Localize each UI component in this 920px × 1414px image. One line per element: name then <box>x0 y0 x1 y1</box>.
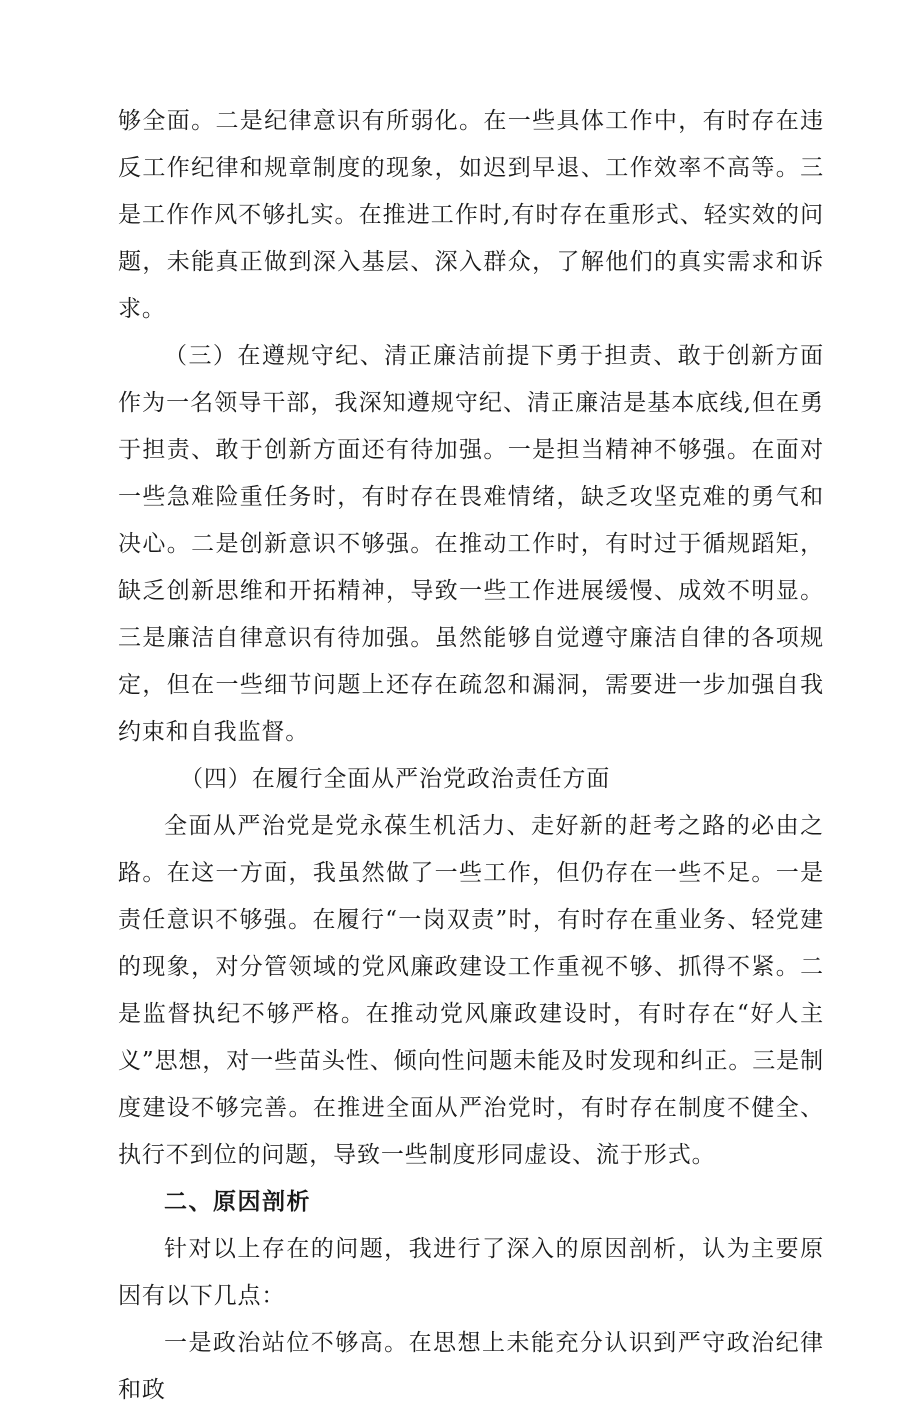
paragraph-cause-one: 一是政治站位不够高。在思想上未能充分认识到严守政治纪律和政 <box>118 1330 824 1403</box>
paragraph-continuation: 够全面。二是纪律意识有所弱化。在一些具体工作中，有时存在违反工作纪律和规章制度的现象，如迟到早退、工作效率不高等。三是工作作风不够扎实。在推进工作时,有时存在重形式、轻实效的问题，未能真正做到深入基层、深入群众，了解他们的真实需求和诉求。 <box>118 108 824 322</box>
paragraph-cause-intro: 针对以上存在的问题，我进行了深入的原因剖析，认为主要原因有以下几点： <box>118 1236 824 1309</box>
document-body <box>118 98 824 1414</box>
paragraph-section-three: （三）在遵规守纪、清正廉洁前提下勇于担责、敢于创新方面作为一名领导干部，我深知遵规守纪、清正廉洁是基本底线,但在勇于担责、敢于创新方面还有待加强。一是担当精神不够强。在面对一些急难险重任务时，有时存在畏难情绪，缺乏攻坚克难的勇气和决心。二是创新意识不够强。在推动工作时，有时过于循规蹈矩，缺乏创新思维和开拓精神，导致一些工作进展缓慢、成效不明显。三是廉洁自律意识有待加强。虽然能够自觉遵守廉洁自律的各项规定，但在一些细节问题上还存在疏忽和漏洞，需要进一步加强自我约束和自我监督。 <box>118 343 824 745</box>
paragraph-party-governance: 全面从严治党是党永葆生机活力、走好新的赶考之路的必由之路。在这一方面，我虽然做了一些工作，但仍存在一些不足。一是责任意识不够强。在履行“一岗双责”时，有时存在重业务、轻党建的现象，对分管领域的党风廉政建设工作重视不够、抓得不紧。二是监督执纪不够严格。在推动党风廉政建设时，有时存在“好人主义”思想，对一些苗头性、倾向性问题未能及时发现和纠正。三是制度建设不够完善。在推进全面从严治党时，有时存在制度不健全、执行不到位的问题，导致一些制度形同虚设、流于形式。 <box>118 813 824 1168</box>
sub-heading-section-four: （四）在履行全面从严治党政治责任方面 <box>180 766 611 792</box>
section-heading-cause-analysis: 二、原因剖析 <box>164 1189 311 1215</box>
